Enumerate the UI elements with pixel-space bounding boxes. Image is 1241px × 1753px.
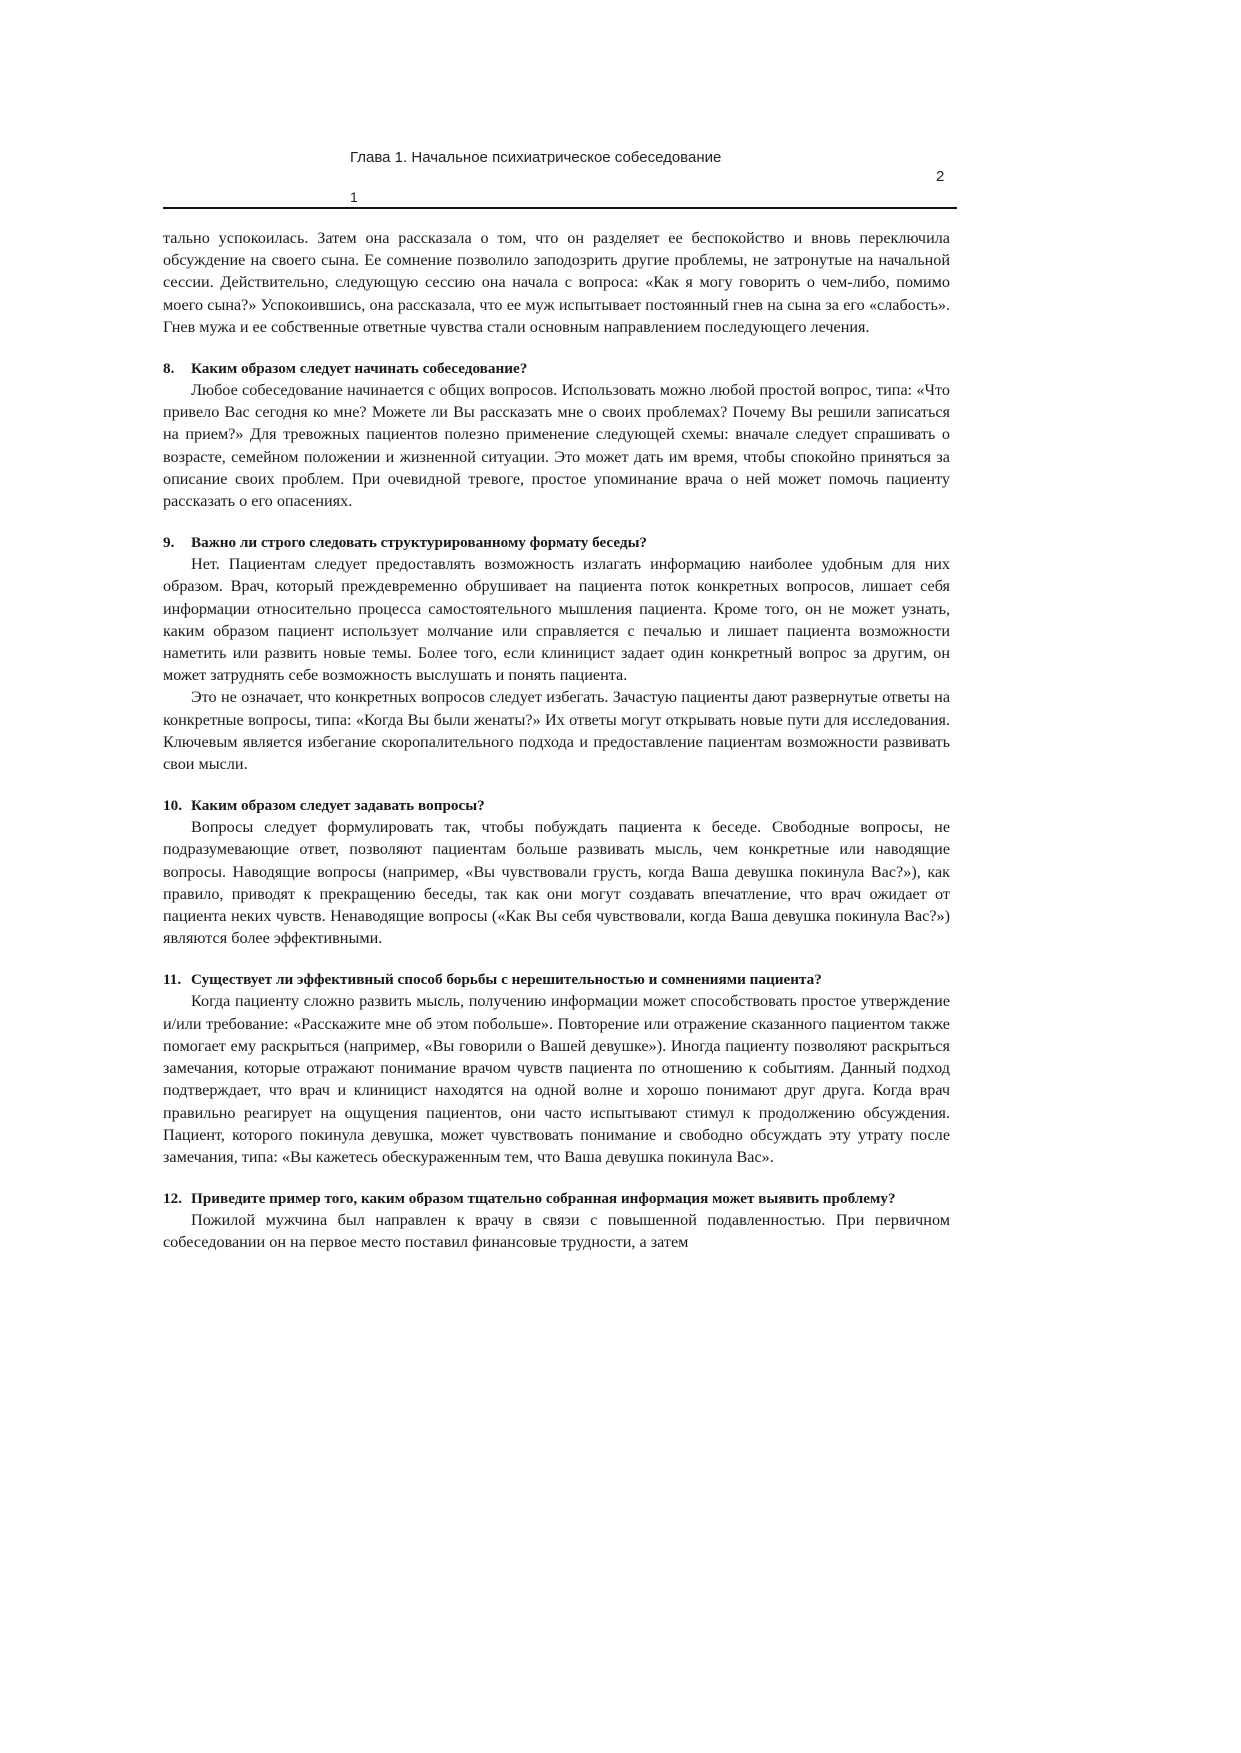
section-paragraph: Любое собеседование начинается с общих вопросов. Использовать можно любой простой вопрос, типа: «Что привело Вас сегодня ко мне? Можете ли Вы рассказать мне о своих проблемах? Почему Вы решили записаться на прием?» Для тревожных пациентов полезно применение следующей схемы: вначале следует спрашивать о возрасте, семейном положении и жизненной ситуации. Это может дать им время, чтобы спокойно приняться за описание своих проблем. При очевидной тревоге, простое упоминание врача о ней может помочь пациенту рассказать о его опасениях.: [163, 381, 950, 511]
section-heading: [163, 969, 950, 990]
page-number: 2: [936, 168, 945, 185]
section-number: 9.: [163, 534, 175, 552]
section-number: 12.: [163, 1190, 182, 1208]
body-text: [163, 227, 950, 1254]
section-question: Приведите пример того, каким образом тщательно собранная информация может выявить проблему?: [191, 1190, 896, 1208]
section-8: [163, 358, 950, 512]
section-11: [163, 969, 950, 1168]
section-10: [163, 795, 950, 949]
section-question: Важно ли строго следовать структурированному формату беседы?: [191, 534, 648, 552]
section-number: 11.: [163, 971, 182, 989]
header-marker: 1: [350, 189, 358, 205]
section-question: Существует ли эффективный способ борьбы с нерешительностью и сомнениями пациента?: [191, 971, 822, 989]
running-head: Глава 1. Начальное психиатрическое собеседование: [350, 149, 722, 166]
section-heading: [163, 358, 950, 379]
section-paragraph: Пожилой мужчина был направлен к врачу в связи с повышенной подавленностью. При первичном собеседовании он на первое место поставил финансовые трудности, а затем: [163, 1211, 950, 1252]
section-heading: [163, 1188, 950, 1209]
section-number: 8.: [163, 360, 175, 378]
section-paragraph: Когда пациенту сложно развить мысль, получению информации может способствовать простое утверждение и/или требование: «Расскажите мне об этом побольше». Повторение или отражение сказанного пациентом также помогает ему раскрыться (например, «Вы говорили о Вашей девушке»). Иногда пациенту позволяют раскрыться замечания, которые отражают понимание врачом чувств пациента по отношению к событиям. Данный подход подтверждает, что врач и клиницист находятся на одной волне и хорошо понимают друг друга. Когда врач правильно реагирует на ощущения пациентов, они часто испытывают стимул к продолжению обсуждения. Пациент, которого покинула девушка, может чувствовать понимание и свободно обсуждать эту утрату после замечания, типа: «Вы кажетесь обескураженным тем, что Ваша девушка покинула Вас».: [163, 992, 950, 1166]
section-heading: [163, 532, 950, 553]
section-paragraph: Вопросы следует формулировать так, чтобы побуждать пациента к беседе. Свободные вопросы, не подразумевающие ответ, позволяют пациентам больше развивать мысль, чем конкретные или наводящие вопросы. Наводящие вопросы (например, «Вы чувствовали грусть, когда Ваша девушка покинула Вас?»), как правило, приводят к прекращению беседы, так как они могут создавать впечатление, что врач ожидает от пациента неких чувств. Ненаводящие вопросы («Как Вы себя чувствовали, когда Ваша девушка покинула Вас?») являются более эффективными.: [163, 818, 950, 948]
section-paragraph: Нет. Пациентам следует предоставлять возможность излагать информацию наиболее удобным для них образом. Врач, который преждевременно обрушивает на пациента поток конкретных вопросов, лишает себя информации относительно процесса самостоятельного мышления пациента. Кроме того, он не может узнать, каким образом пациент использует молчание или справляется с печалью и лишает пациента возможности наметить или развить новые темы. Более того, если клиницист задает один конкретный вопрос за другим, он может затруднять себе возможность выслушать и понять пациента.: [163, 555, 950, 685]
section-question: Каким образом следует задавать вопросы?: [191, 797, 485, 815]
section-paragraph: Это не означает, что конкретных вопросов следует избегать. Зачастую пациенты дают развернутые ответы на конкретные вопросы, типа: «Когда Вы были женаты?» Их ответы могут открывать новые пути для исследования. Ключевым является избегание скоропалительного подхода и предоставление пациентам возможности развивать свои мысли.: [163, 688, 950, 774]
section-number: 10.: [163, 797, 182, 815]
section-9: [163, 532, 950, 775]
intro-paragraph: тально успокоилась. Затем она рассказала о том, что он разделяет ее беспокойство и вновь переключила обсуждение на своего сына. Ее сомнение позволило заподозрить другие проблемы, не затронутые на начальной сессии. Действительно, следующую сессию она начала с вопроса: «Как я могу говорить о чем-либо, помимо моего сына?» Успокоившись, она рассказала, что ее муж испытывает постоянный гнев на сына за его «слабость». Гнев мужа и ее собственные ответные чувства стали основным направлением последующего лечения.: [163, 229, 950, 336]
section-12: [163, 1188, 950, 1253]
section-heading: [163, 795, 950, 816]
header-rule: [163, 207, 957, 209]
section-question: Каким образом следует начинать собеседование?: [191, 360, 528, 378]
